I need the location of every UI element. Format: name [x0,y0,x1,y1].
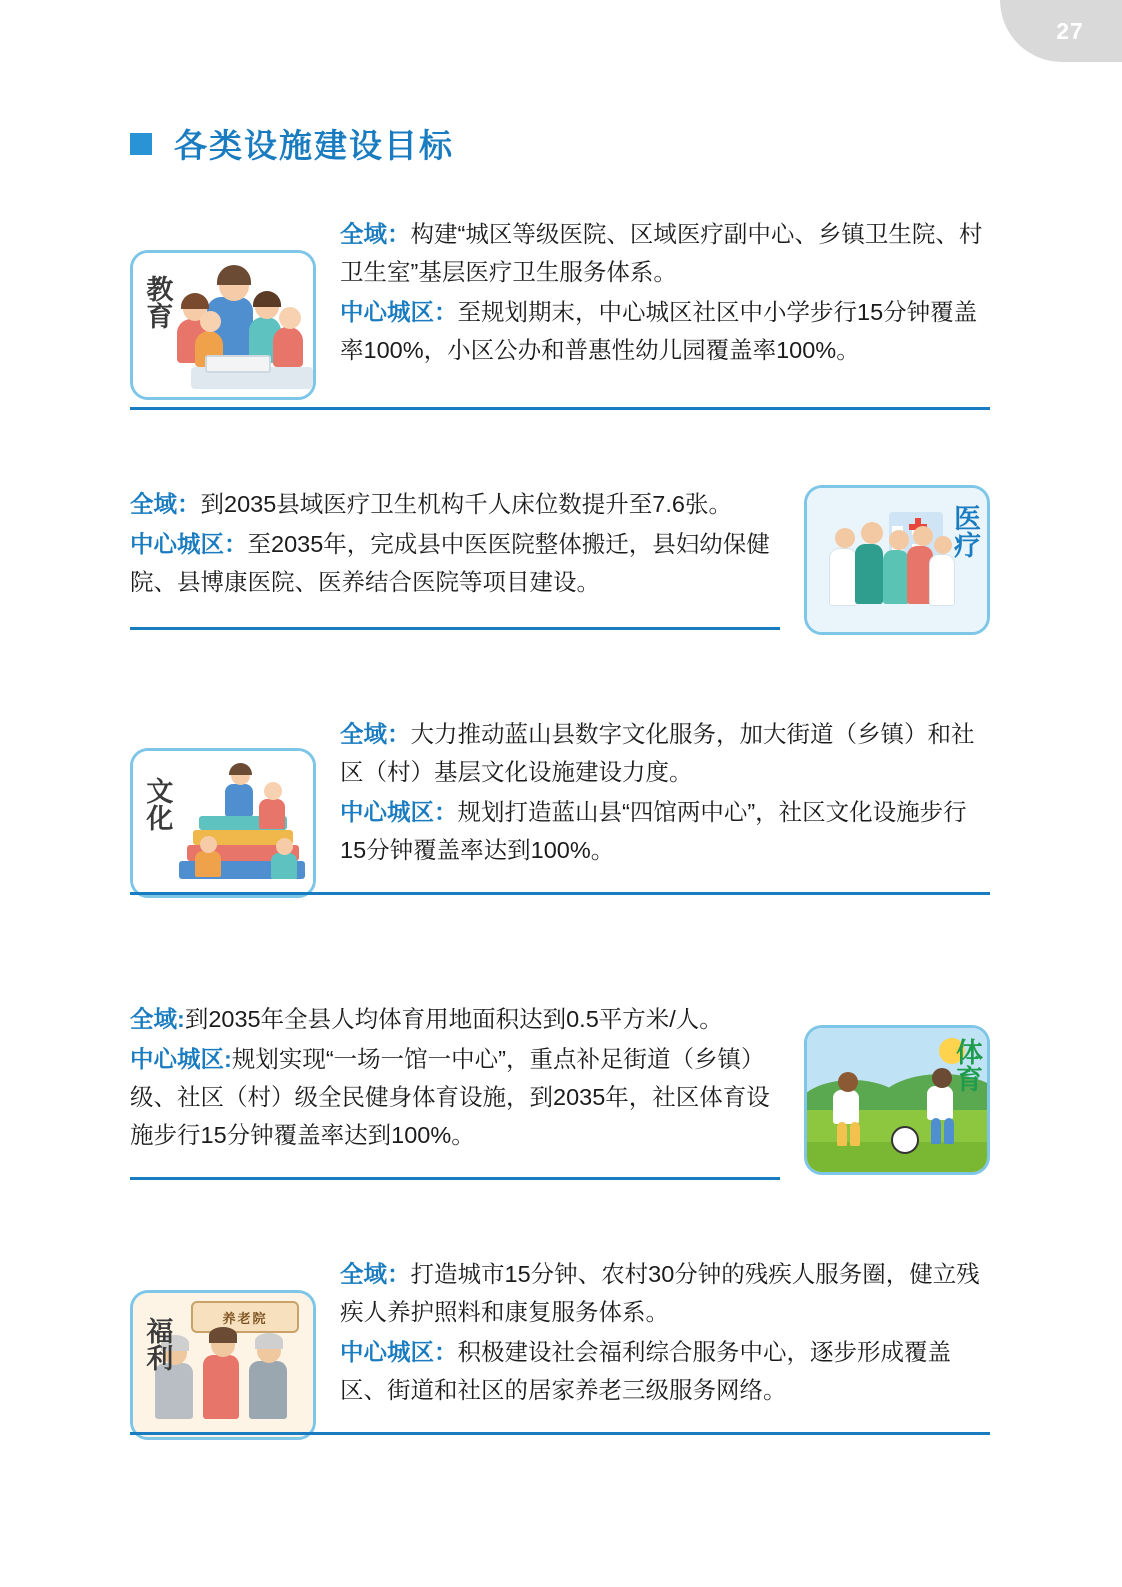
education-text [340,215,990,371]
culture-line-1 [340,715,990,791]
education-line-2-text: 至规划期末，中心城区社区中小学步行15分钟覆盖率100%，小区公办和普惠性幼儿园覆盖率100%。 [340,299,978,364]
sports-illustration [804,1025,990,1175]
medical-illustration [804,485,990,635]
sports-line-2 [130,1040,780,1154]
medical-icon-label: 医疗 [950,504,980,558]
medical-line-2 [130,525,780,601]
culture-line-1-label: 全域： [340,721,411,747]
square-bullet-icon [130,133,152,155]
welfare-icon-label: 福利 [142,1317,173,1371]
sports-line-2-label: 中心城区: [130,1046,232,1073]
education-line-1 [340,215,990,291]
education-line-1-label: 全域： [340,221,411,247]
medical-line-2-label: 中心城区： [130,531,248,558]
welfare-line-2-text: 积极建设社会福利综合服务中心，逐步形成覆盖区、街道和社区的居家养老三级服务网络。 [340,1339,951,1404]
sports-line-1 [130,1000,780,1038]
sports-line-1-text: 到2035年全县人均体育用地面积达到0.5平方米/人。 [184,1006,723,1032]
medical-text [130,485,780,603]
culture-divider [130,892,990,895]
medical-line-1-text: 到2035县域医疗卫生机构千人床位数提升至7.6张。 [200,491,732,517]
sports-line-2-text: 规划实现“一场一馆一中心”，重点补足街道（乡镇）级、社区（村）级全民健身体育设施，到2035年，社区体育设施步行15分钟覆盖率达到100%。 [130,1046,770,1149]
welfare-text [340,1255,990,1411]
section-education [130,215,990,410]
medical-divider [130,627,780,630]
welfare-illustration [130,1290,316,1440]
sports-divider [130,1177,780,1180]
welfare-line-1-label: 全域： [340,1261,411,1287]
culture-text [340,715,990,871]
sports-line-1-label: 全域: [130,1006,185,1032]
welfare-sign-text: 养老院 [191,1301,299,1333]
education-icon-label: 教育 [142,275,173,329]
section-culture [130,715,990,895]
page-number: 27 [1056,17,1084,44]
education-line-1-text: 构建“城区等级医院、区域医疗副中心、乡镇卫生院、村卫生室”基层医疗卫生服务体系。 [340,221,983,286]
welfare-divider [130,1432,990,1435]
sports-icon-label: 体育 [952,1038,982,1092]
medical-line-1 [130,485,780,523]
section-medical [130,485,990,630]
sports-text [130,1000,780,1156]
section-heading [130,120,454,167]
education-line-2-label: 中心城区： [340,299,458,326]
culture-line-2-label: 中心城区： [340,799,458,826]
education-divider [130,407,990,410]
medical-line-1-label: 全域： [130,491,201,517]
education-illustration [130,250,316,400]
medical-line-2-text: 至2035年，完成县中医医院整体搬迁，县妇幼保健院、县博康医院、医养结合医院等项目建设。 [130,531,770,596]
page-title: 各类设施建设目标 [174,127,454,164]
culture-icon-label: 文化 [142,777,173,831]
education-line-2 [340,293,990,369]
section-welfare [130,1255,990,1435]
welfare-line-1-text: 打造城市15分钟、农村30分钟的残疾人服务圈，健立残疾人养护照料和康复服务体系。 [340,1261,980,1326]
welfare-line-2-label: 中心城区： [340,1339,458,1366]
welfare-line-2 [340,1333,990,1409]
section-sports [130,1000,990,1180]
culture-line-2-text: 规划打造蓝山县“四馆两中心”，社区文化设施步行15分钟覆盖率达到100%。 [340,799,967,864]
welfare-line-1 [340,1255,990,1331]
culture-line-1-text: 大力推动蓝山县数字文化服务，加大街道（乡镇）和社区（村）基层文化设施建设力度。 [340,721,975,786]
culture-illustration [130,748,316,898]
page-number-badge [1000,0,1122,62]
culture-line-2 [340,793,990,869]
